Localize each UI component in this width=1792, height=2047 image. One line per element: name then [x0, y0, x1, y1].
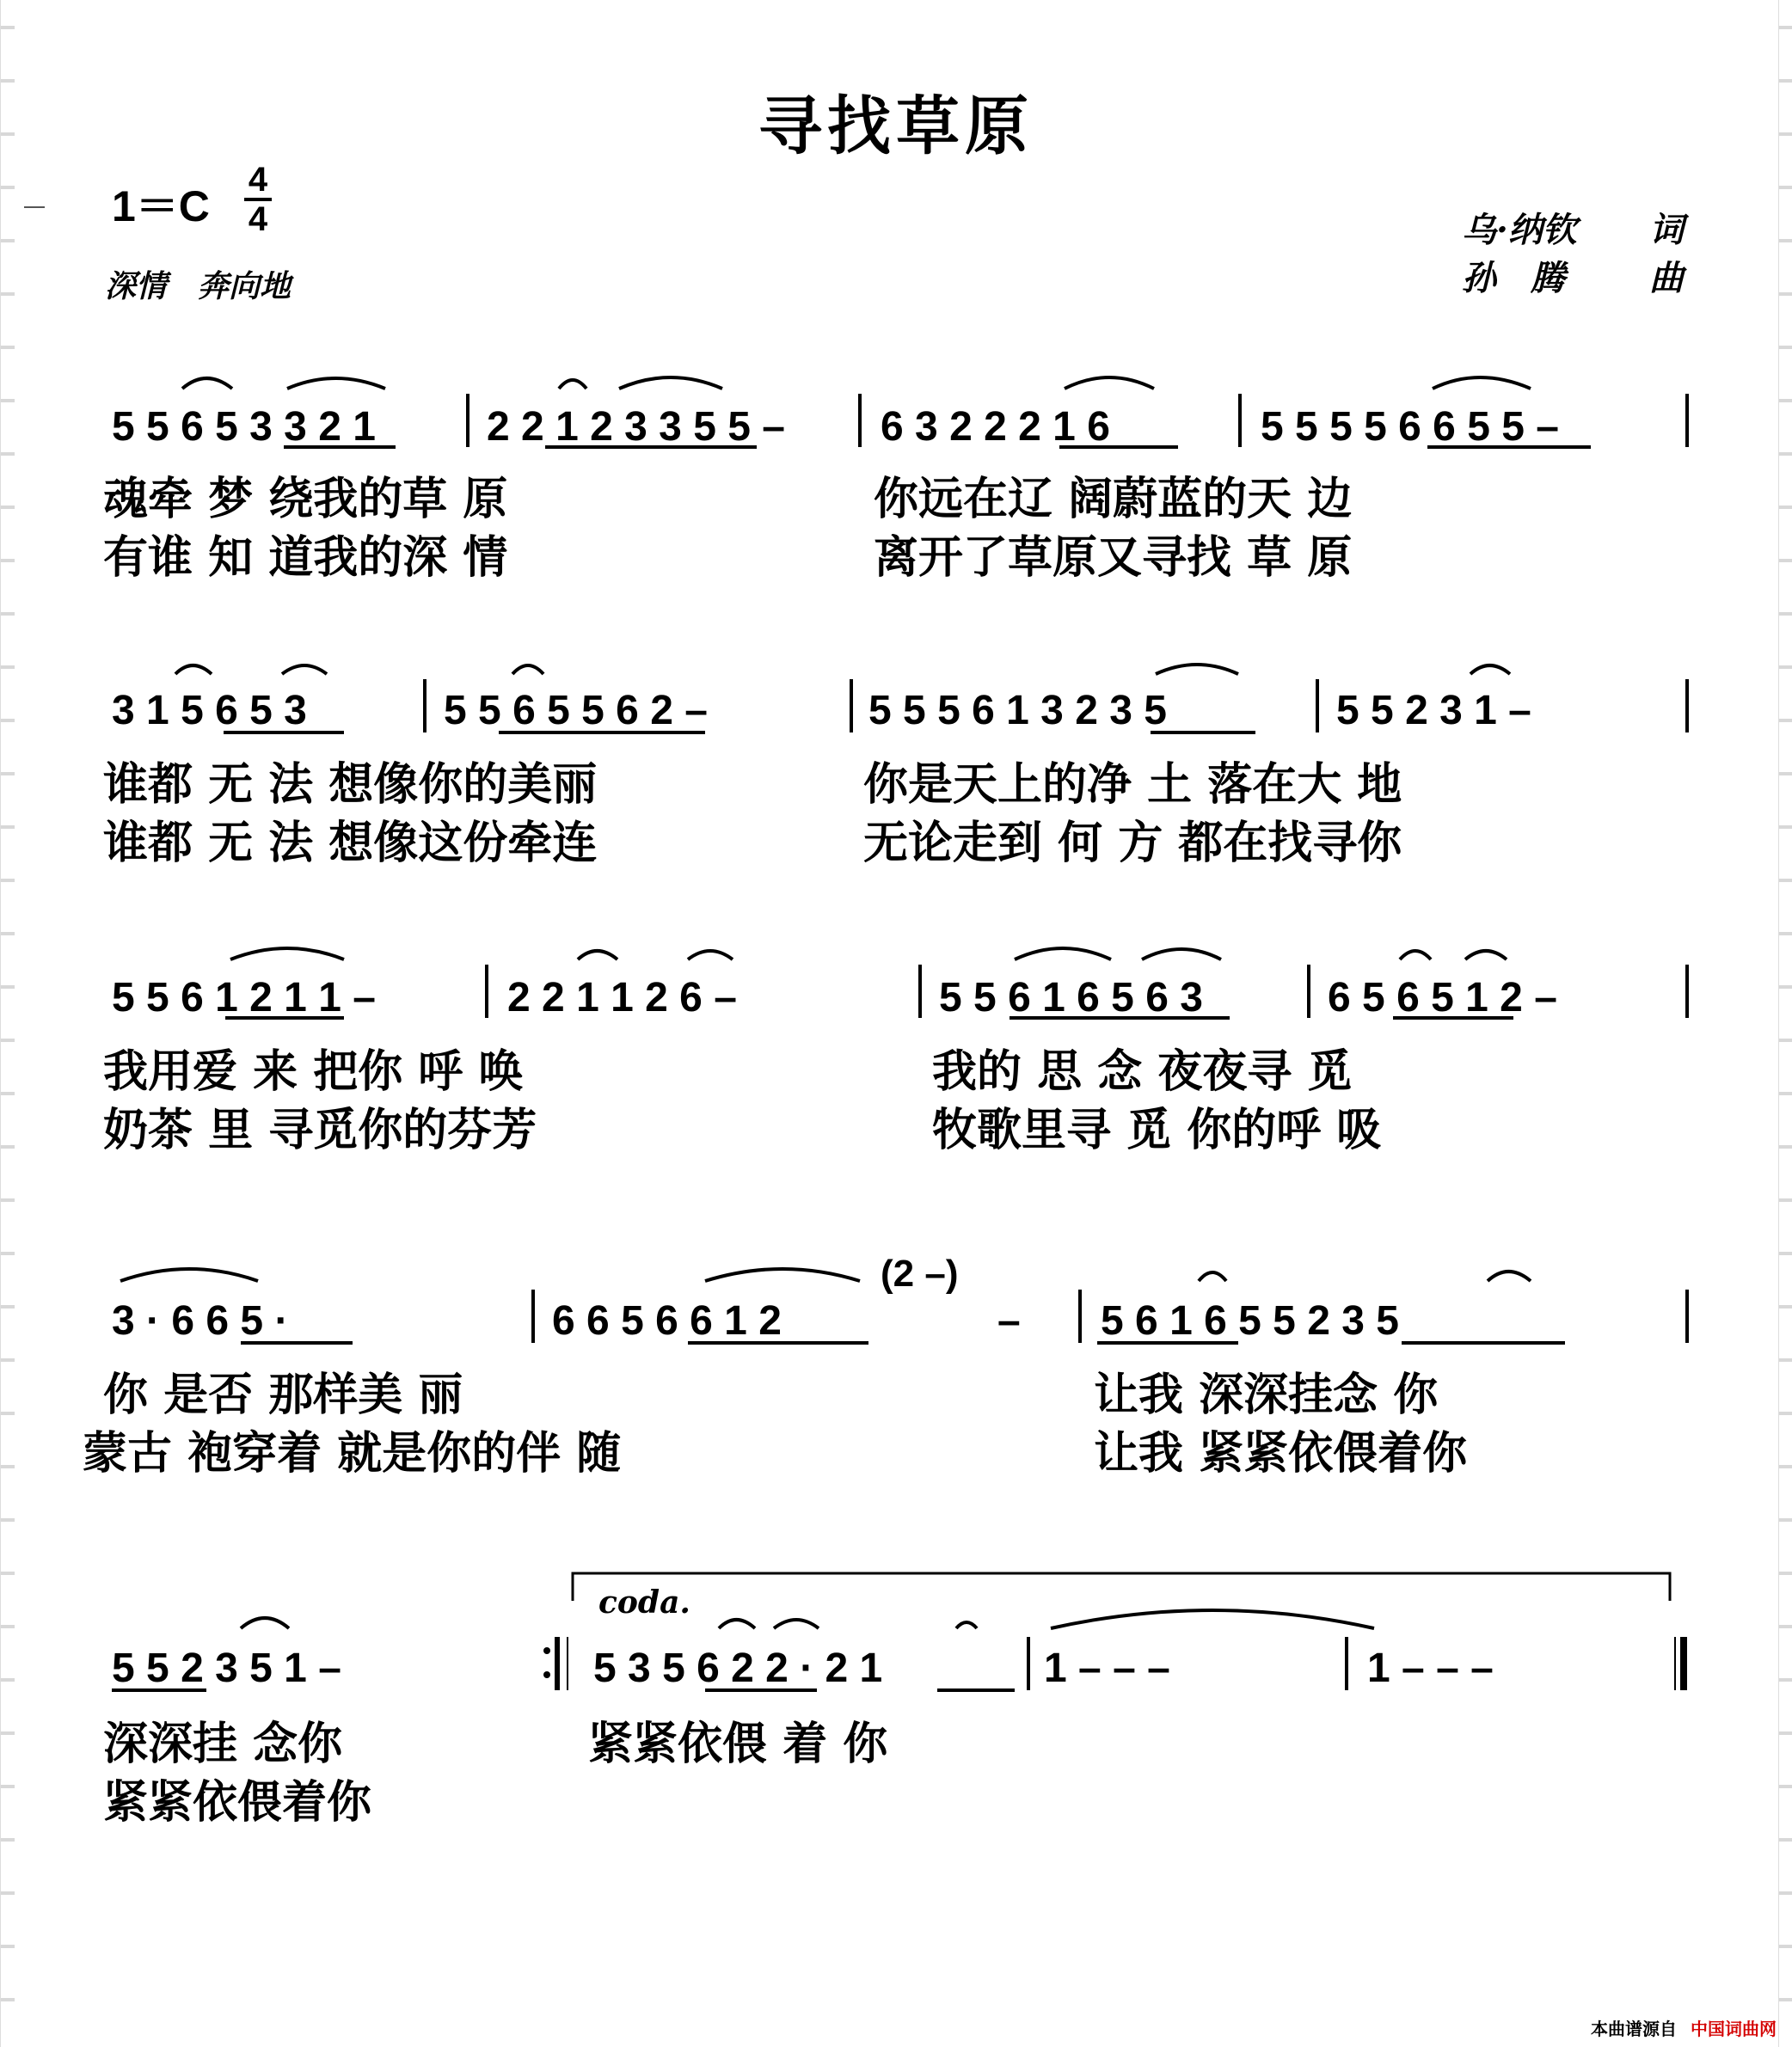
song-title: 寻找草原	[758, 89, 1034, 163]
time-signature-bottom: 4	[248, 200, 268, 238]
tempo-marking: 深情 奔向地	[105, 269, 292, 304]
coda-label: coda.	[598, 1584, 690, 1621]
svg-text:5 5 2 3 5 1 –: 5 5 2 3 5 1 –	[112, 1646, 341, 1691]
lyrics-s4-v1b: 让我 深深挂念 你	[1094, 1369, 1439, 1421]
lyricist-role: 词	[1649, 210, 1684, 250]
svg-text:5 3 5 6 2 2 · 2 1: 5 3 5 6 2 2 · 2 1	[593, 1646, 883, 1691]
svg-text:6 3 2 2 2 1 6: 6 3 2 2 2 1 6	[881, 404, 1110, 450]
lyrics-s4-v2b: 让我 紧紧依偎着你	[1094, 1427, 1468, 1480]
staff-system-4	[112, 1253, 1687, 1344]
lyrics-s5-v1b: 紧紧依偎 着 你	[588, 1718, 888, 1770]
time-signature-top: 4	[248, 161, 268, 199]
svg-text:2 2 1 2 3 3 5 5 –: 2 2 1 2 3 3 5 5 –	[487, 404, 785, 450]
lyrics-s3-v1: 我用爱 来 把你 呼 唤	[103, 1045, 524, 1098]
lyrics-s5-v2: 紧紧依偎着你	[103, 1776, 372, 1829]
svg-text:3 1 5 6 5 3: 3 1 5 6 5 3	[112, 688, 307, 733]
lyrics-s1-v2b: 离开了草原又寻找 草 原	[874, 531, 1353, 584]
key-signature: 1＝C	[112, 182, 210, 230]
svg-text:5 5 5 5 6 6 5 5 –: 5 5 5 5 6 6 5 5 –	[1261, 404, 1559, 450]
lyrics-s1-v1: 魂牵 梦 绕我的草 原	[103, 473, 508, 525]
staff-system-2	[112, 665, 1687, 733]
svg-text:5 5 6 5 5 6 2 –: 5 5 6 5 5 6 2 –	[444, 688, 708, 733]
lyrics-s4-v2: 蒙古 袍穿着 就是你的伴 随	[83, 1427, 622, 1480]
lyrics-s4-v1: 你 是否 那样美 丽	[103, 1369, 463, 1421]
svg-text:5 5 2 3 1 –: 5 5 2 3 1 –	[1336, 688, 1531, 733]
lyrics-s2-v1b: 你是天上的净 土 落在大 地	[863, 758, 1402, 811]
svg-text:–: –	[997, 1298, 1021, 1344]
source-site-link[interactable]: 中国词曲网	[1691, 2019, 1777, 2039]
svg-text:6 6 5 6 6 1 2: 6 6 5 6 6 1 2	[552, 1298, 782, 1344]
svg-text:5 5 6 1 6 5 6 3: 5 5 6 1 6 5 6 3	[939, 975, 1203, 1020]
svg-text:5 5 5 6 1 3 2 3 5: 5 5 5 6 1 3 2 3 5	[868, 688, 1167, 733]
lyrics-s3-v2b: 牧歌里寻 觅 你的呼 吸	[932, 1104, 1382, 1156]
svg-text:5 5 6 5 3 3 2 1: 5 5 6 5 3 3 2 1	[112, 404, 376, 450]
composer-name: 孙 腾	[1462, 258, 1565, 298]
svg-text:5 5 6 1 2 1 1 –: 5 5 6 1 2 1 1 –	[112, 975, 376, 1020]
lyrics-s1-v1b: 你远在辽 阔蔚蓝的天 边	[874, 473, 1353, 525]
lyrics-s2-v1: 谁都 无 法 想像你的美丽	[103, 758, 598, 811]
svg-text:1 – – –: 1 – – –	[1367, 1646, 1494, 1691]
svg-text:5 6 1 6 5 5 2 3 5: 5 6 1 6 5 5 2 3 5	[1101, 1298, 1399, 1344]
lyrics-s2-v2b: 无论走到 何 方 都在找寻你	[863, 817, 1402, 869]
lyrics-s3-v2: 奶茶 里 寻觅你的芬芳	[103, 1104, 537, 1156]
svg-text:6 5 6 5 1 2 –: 6 5 6 5 1 2 –	[1328, 975, 1557, 1020]
svg-text:3 · 6 6 5 ·: 3 · 6 6 5 ·	[112, 1298, 289, 1344]
source-credit	[1591, 2015, 1777, 2040]
staff-system-3	[112, 948, 1687, 1020]
svg-text:(2 –): (2 –)	[881, 1253, 959, 1295]
lyrics-s5-v1: 深深挂 念你	[103, 1718, 343, 1770]
svg-text:2 2 1 1 2 6 –: 2 2 1 1 2 6 –	[507, 975, 737, 1020]
lyricist-name: 乌·纳钦	[1462, 210, 1577, 250]
lyrics-s1-v2: 有谁 知 道我的深 情	[103, 531, 508, 584]
composer-role: 曲	[1649, 258, 1684, 298]
staff-system-5	[112, 1573, 1684, 1691]
staff-system-1	[112, 377, 1687, 450]
lyrics-s3-v1b: 我的 思 念 夜夜寻 觅	[932, 1045, 1353, 1098]
svg-text:1 – – –: 1 – – –	[1044, 1646, 1170, 1691]
lyrics-s2-v2: 谁都 无 法 想像这份牵连	[103, 817, 598, 869]
source-label: 本曲谱源自	[1591, 2019, 1677, 2039]
